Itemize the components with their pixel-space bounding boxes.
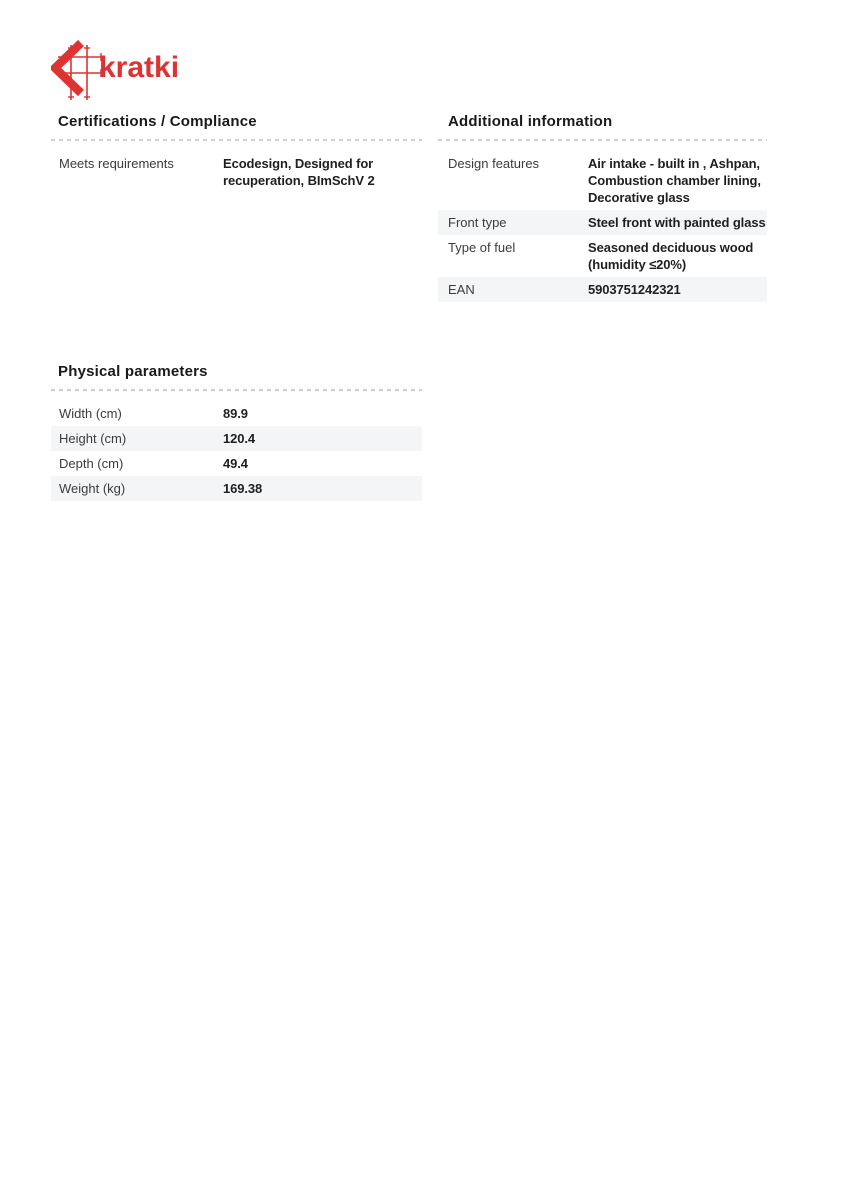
spec-label: Type of fuel bbox=[448, 240, 516, 255]
spec-label: Meets requirements bbox=[59, 156, 174, 171]
spec-row bbox=[438, 235, 767, 277]
spec-value: 49.4 bbox=[223, 456, 248, 471]
spec-row bbox=[438, 151, 767, 210]
spec-value: 120.4 bbox=[223, 431, 256, 446]
section-physical-parameters bbox=[51, 363, 422, 501]
section-title: Certifications / Compliance bbox=[58, 113, 257, 130]
spec-row bbox=[51, 451, 422, 476]
spec-value: 169.38 bbox=[223, 481, 263, 496]
spec-value: 5903751242321 bbox=[588, 282, 681, 297]
certifications-table bbox=[51, 151, 422, 193]
content bbox=[51, 40, 767, 501]
physical-parameters-table bbox=[51, 401, 422, 501]
right-column bbox=[438, 113, 767, 501]
spec-value: Seasoned deciduous wood (humidity ≤20%) bbox=[588, 240, 754, 272]
dashed-divider bbox=[438, 139, 767, 141]
spec-label: Height (cm) bbox=[59, 431, 127, 446]
spec-label: EAN bbox=[448, 282, 475, 297]
spec-label: Width (cm) bbox=[59, 406, 122, 421]
spec-label: Depth (cm) bbox=[59, 456, 124, 471]
section-additional-information bbox=[438, 113, 767, 302]
spec-label: Weight (kg) bbox=[59, 481, 126, 496]
spec-value: Steel front with painted glass bbox=[588, 215, 766, 230]
spec-label: Front type bbox=[448, 215, 507, 230]
spec-row bbox=[51, 476, 422, 501]
kratki-logo bbox=[51, 40, 251, 106]
spec-value: 89.9 bbox=[223, 406, 248, 421]
section-certifications bbox=[51, 113, 422, 193]
section-title: Physical parameters bbox=[58, 363, 208, 380]
section-title: Additional information bbox=[448, 113, 613, 130]
spec-label: Design features bbox=[448, 156, 540, 171]
spec-columns bbox=[51, 113, 767, 501]
additional-information-table bbox=[438, 151, 767, 302]
spec-row bbox=[438, 277, 767, 302]
spec-row bbox=[51, 401, 422, 426]
spec-value: Ecodesign, Designed for recuperation, BImSchV 2 bbox=[223, 156, 375, 188]
spec-row bbox=[51, 151, 422, 193]
dashed-divider bbox=[51, 389, 422, 391]
dashed-divider bbox=[51, 139, 422, 141]
spec-row bbox=[51, 426, 422, 451]
left-column bbox=[51, 113, 422, 501]
logo-text: kratki bbox=[99, 51, 180, 84]
spec-value: Air intake - built in , Ashpan, Combustion chamber lining, Decorative glass bbox=[588, 156, 761, 205]
spec-row bbox=[438, 210, 767, 235]
